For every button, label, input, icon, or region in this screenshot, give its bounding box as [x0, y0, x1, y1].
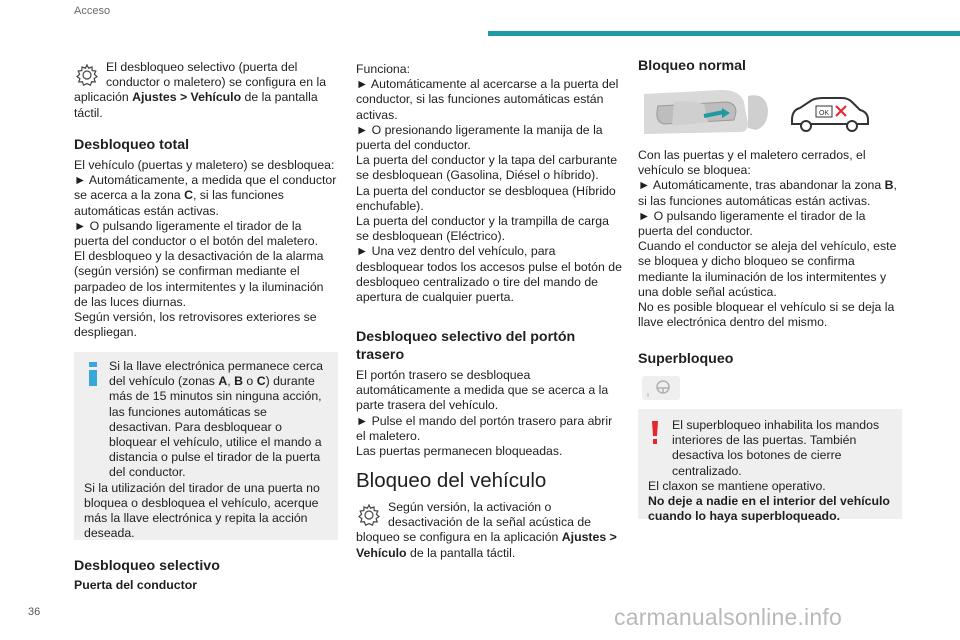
tailgate-line: El portón trasero se desbloquea automáticamente a medida que se acerca a la parte trasera del vehículo. [356, 368, 609, 413]
selective-config-text-end: de la pantalla táctil. [74, 90, 318, 120]
watermark: carmanualsonline.info [614, 604, 842, 630]
tailgate-line: Las puertas permanecen bloqueadas. [356, 444, 563, 459]
settings-gear-icon [356, 502, 382, 528]
car-locked-icon [786, 96, 872, 134]
info-note-text-end: ) durante más de 15 minutos sin ninguna acción, las funciones automáticas se desactivan. Para desbloquear o bloquear el vehículo, utilice el mando a distancia o pulse el tirador de la puerta del conductor. [109, 374, 322, 480]
lock-config-paragraph [356, 500, 622, 561]
info-icon [86, 362, 100, 386]
superlock-heading: Superbloqueo [638, 351, 734, 367]
settings-gear-icon [74, 62, 100, 88]
warning-note-box [638, 409, 902, 524]
normal-lock-line: , si las funciones automáticas están activas. [638, 178, 897, 208]
tailgate-text [356, 368, 622, 459]
info-note-box [74, 352, 338, 540]
selective-unlock-heading: Desbloqueo selectivo [74, 558, 220, 574]
normal-lock-line: Con las puertas y el maletero cerrados, el vehículo se bloquea: [638, 148, 866, 178]
total-unlock-line: ► O pulsando ligeramente el tirador de la puerta del conductor o el botón del maletero. [74, 218, 319, 249]
normal-lock-text [638, 148, 902, 330]
zone-b: B [884, 178, 894, 193]
normal-lock-line: ► Automáticamente, tras abandonar la zona [638, 178, 885, 193]
driver-door-line: La puerta del conductor se desbloquea (Híbrido enchufable). [356, 183, 616, 213]
normal-lock-line: No es posible bloquear el vehículo si se deja la llave electrónica dentro del mismo. [638, 300, 895, 330]
section-title: Acceso [74, 5, 111, 17]
total-unlock-line: , si las funciones automáticas están activas. [74, 188, 284, 218]
info-sep: o [243, 374, 257, 389]
info-sep: , [227, 374, 235, 389]
zone-c: C [256, 374, 266, 389]
driver-door-line: ► O presionando ligeramente la manija de la puerta del conductor. [356, 122, 603, 153]
warning-note-bold: No deje a nadie en el interior del vehículo cuando lo haya superbloqueado. [648, 494, 890, 524]
zone-b: B [234, 374, 243, 389]
driver-door-line: La puerta del conductor y la tapa del carburante se desbloquean (Gasolina, Diésel o híbrido). [356, 153, 618, 183]
normal-lock-line: ► O pulsando ligeramente el tirador de la puerta del conductor. [638, 208, 866, 239]
driver-door-subheading: Puerta del conductor [74, 578, 197, 592]
car-label: OK [818, 110, 830, 117]
warning-note-text: El superbloqueo inhabilita los mandos interiores de las puertas. También desactiva los botones de cierre centralizado. [672, 418, 880, 478]
total-unlock-line: El desbloqueo y la desactivación de la alarma (según versión) se confirman mediante el parpadeo de los intermitentes y la iluminación de las luces diurnas. [74, 249, 324, 309]
info-note-text-2: Si la utilización del tirador de una puerta no bloquea o desbloquea el vehículo, acerque más la llave electrónica y repita la acción deseada. [84, 480, 320, 541]
info-note-text: Si la llave electrónica permanece cerca del vehículo (zonas [109, 359, 323, 389]
normal-lock-line: Cuando el conductor se aleja del vehículo, este se bloquea y dicho bloqueo se confirma mediante la iluminación de los intermitentes y una doble señal acústica. [638, 239, 897, 299]
total-unlock-line: ► Automáticamente, a medida que el conductor se acerca a la zona [74, 173, 337, 203]
normal-lock-heading: Bloqueo normal [638, 58, 746, 74]
steering-wheel-icon [642, 376, 680, 400]
settings-path: Ajustes > Vehículo [356, 530, 617, 560]
total-unlock-line: El vehículo (puertas y maletero) se desbloquea: [74, 158, 335, 172]
tailgate-heading: Desbloqueo selectivo del portón trasero [356, 329, 576, 363]
driver-door-line: La puerta del conductor y la trampilla de carga se desbloquean (Eléctrico). [356, 214, 609, 244]
driver-door-line: ► Automáticamente al acercarse a la puerta del conductor, si las funciones automáticas están activas. [356, 77, 619, 122]
driver-door-line: Funciona: [356, 62, 411, 76]
header-accent-bar [488, 31, 960, 36]
lock-config-text: Según versión, la activación o desactivación de la señal acústica de bloqueo se configura en la aplicación [356, 500, 592, 545]
total-unlock-heading: Desbloqueo total [74, 137, 190, 153]
settings-path: Ajustes > Vehículo [132, 90, 242, 105]
total-unlock-text [74, 158, 338, 340]
warning-icon [652, 421, 658, 445]
zone-a: A [218, 374, 228, 389]
selective-config-paragraph [74, 60, 338, 121]
selective-config-text: El desbloqueo selectivo (puerta del conductor o maletero) se configura en la aplicación [74, 60, 327, 105]
door-handle-illustration [644, 82, 774, 140]
total-unlock-line: Según versión, los retrovisores exteriores se despliegan. [74, 310, 317, 340]
driver-door-text [356, 62, 622, 305]
driver-door-line: ► Una vez dentro del vehículo, para desbloquear todos los accesos pulse el botón de desbloqueo centralizado o tire del mando de apertura de cualquier puerta. [356, 244, 622, 305]
tailgate-line: ► Pulse el mando del portón trasero para abrir el maletero. [356, 413, 613, 443]
page-number: 36 [28, 606, 41, 618]
warning-note-text-2: El claxon se mantiene operativo. [648, 478, 826, 493]
lock-config-text-end: de la pantalla táctil. [406, 545, 516, 560]
vehicle-lock-heading: Bloqueo del vehículo [356, 469, 547, 492]
zone-letter: C [184, 188, 193, 203]
